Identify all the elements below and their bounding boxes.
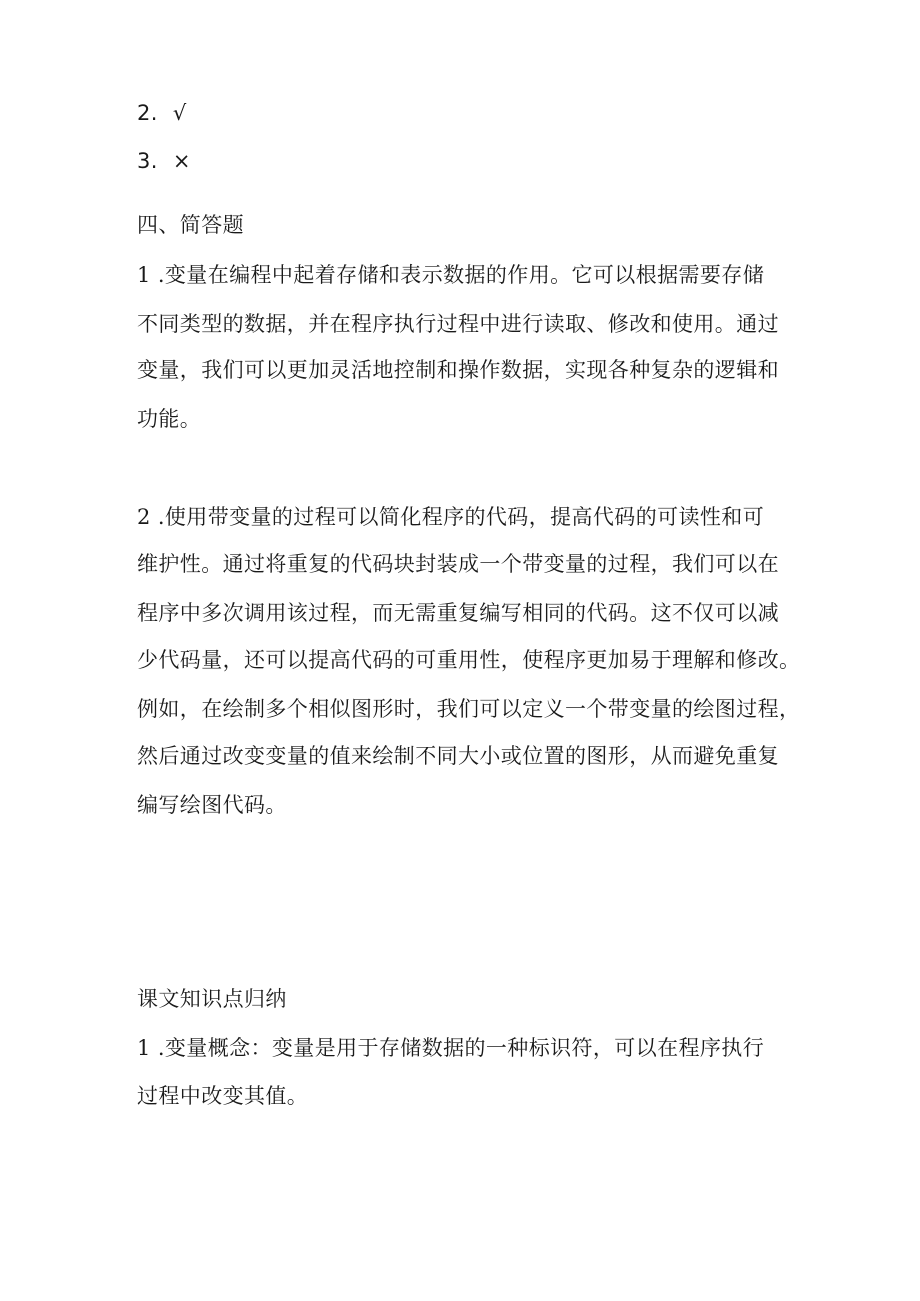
cross-mark-icon: × xyxy=(172,149,191,173)
judgement-answer-2 xyxy=(137,99,187,127)
answer-1-line: 变量，我们可以更加灵活地控制和操作数据，实现各种复杂的逻辑和 xyxy=(137,358,779,382)
answer-2-line: 然后通过改变变量的值来绘制不同大小或位置的图形，从而避免重复 xyxy=(137,744,779,768)
answer-1-line: 功能。 xyxy=(137,407,202,431)
answer-1-line: 不同类型的数据，并在程序执行过程中进行读取、修改和使用。通过 xyxy=(137,312,779,336)
answer-2-line: 少代码量，还可以提高代码的可重用性，使程序更加易于理解和修改。 xyxy=(137,648,801,672)
check-mark-icon: √ xyxy=(172,101,187,125)
knowledge-point-1-line: 1 .变量概念：变量是用于存储数据的一种标识符，可以在程序执行 xyxy=(137,1036,765,1060)
judgement-answer-3 xyxy=(137,147,191,175)
knowledge-point-1-line: 过程中改变其值。 xyxy=(137,1084,309,1108)
answer-number: 2. xyxy=(137,101,158,125)
answer-1-line: 1 .变量在编程中起着存储和表示数据的作用。它可以根据需要存储 xyxy=(137,263,765,287)
answer-2-line: 维护性。通过将重复的代码块封装成一个带变量的过程，我们可以在 xyxy=(137,552,779,576)
answer-2-line: 程序中多次调用该过程，而无需重复编写相同的代码。这不仅可以减 xyxy=(137,601,779,625)
answer-2-line: 编写绘图代码。 xyxy=(137,793,287,817)
section-heading-short-answer: 四、简答题 xyxy=(137,213,244,237)
section-heading-knowledge: 课文知识点归纳 xyxy=(137,987,287,1011)
answer-2-line: 2 .使用带变量的过程可以简化程序的代码，提高代码的可读性和可 xyxy=(137,505,765,529)
answer-number: 3. xyxy=(137,149,158,173)
answer-2-line: 例如，在绘制多个相似图形时，我们可以定义一个带变量的绘图过程， xyxy=(137,697,801,721)
